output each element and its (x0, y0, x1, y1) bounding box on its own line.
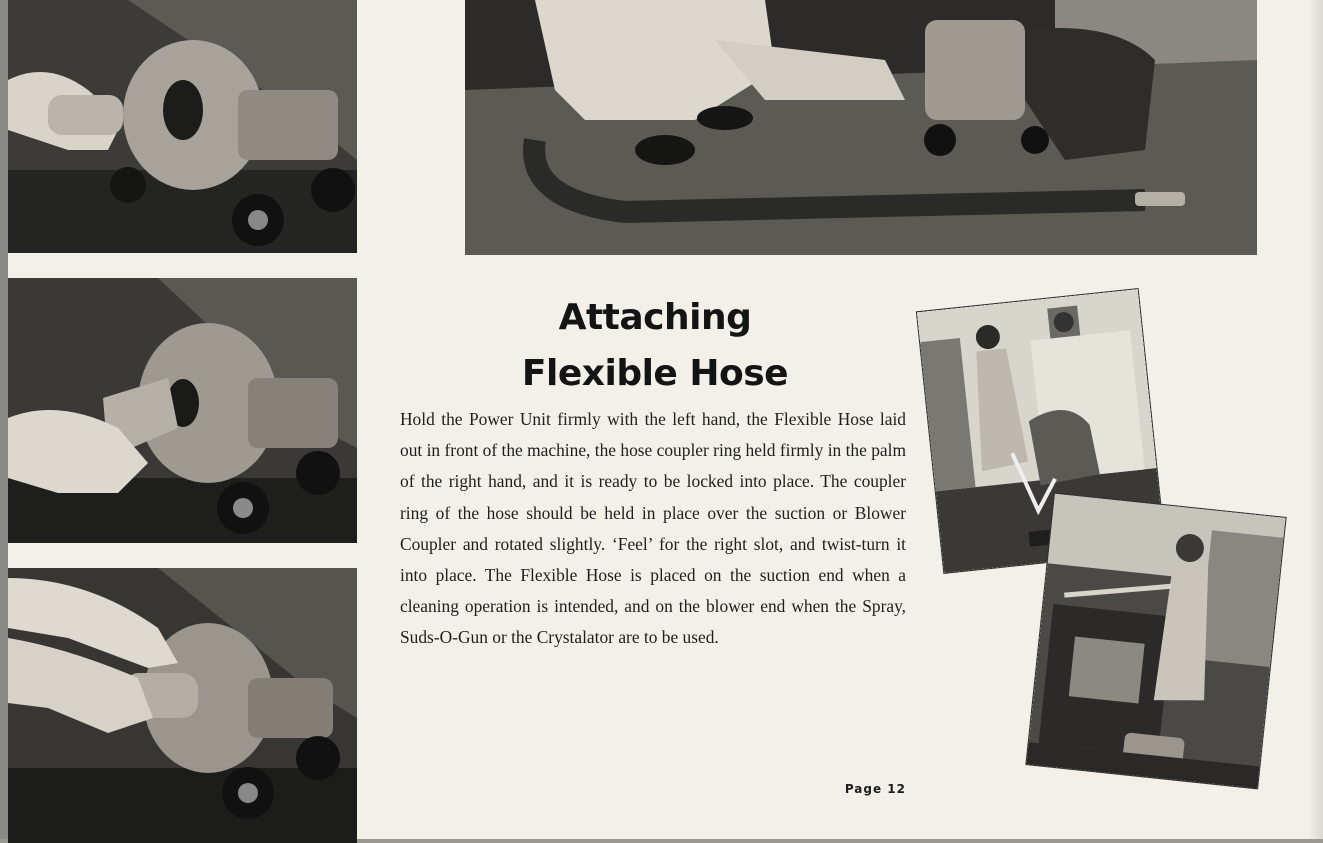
title-line-2: Flexible Hose (521, 353, 789, 394)
hands-twisting-coupler-photo (8, 568, 357, 843)
woman-cleaning-radio-cabinet-photo (1026, 494, 1285, 789)
hose-coupler-being-inserted-photo (8, 278, 357, 543)
hand-holding-power-unit-photo (8, 0, 357, 253)
page-number: Page 12 (844, 782, 906, 796)
instruction-paragraph: Hold the Power Unit firmly with the left hand, the Flexible Hose laid out in front of the machine, the hose coupler ring held firmly in the palm of the right hand, and it is ready to be locked into place. The coupler ring of the hose should be held in place over the suction or Blower Coupler and rotated slightly. ‘Feel’ for the right slot, and twist-turn it into place. The Flexible Hose is placed on the suction end when a cleaning operation is intended, and on the blower end when the Spray, Suds-O-Gun or the Crystalator are to be used. (400, 409, 906, 648)
woman-kneeling-with-hose-photo (465, 0, 1257, 255)
page-binding-edge (0, 0, 8, 843)
title-line-1: Attaching (558, 297, 752, 338)
page-title (455, 290, 855, 402)
page-right-edge (1309, 0, 1323, 843)
